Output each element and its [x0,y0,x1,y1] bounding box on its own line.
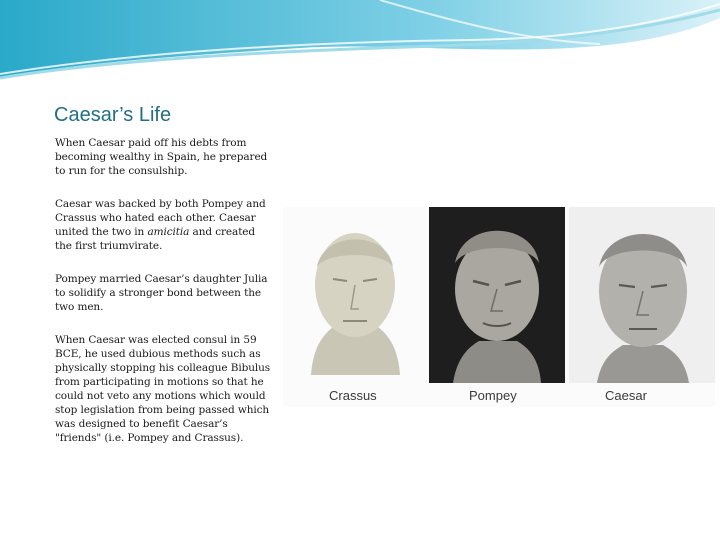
slide-body [55,136,273,464]
bust-caption-caesar: Caesar [605,388,647,403]
bust-crassus-image [283,207,428,407]
paragraph-text: Pompey married Caesar’s daughter Julia to solidify a stronger bond between the two men. [55,273,268,313]
paragraph-text: Caesar was backed by both Pompey and Crassus who hated each other. Caesar united the two in [55,198,266,238]
paragraph-triumvirate [55,197,273,253]
bust-crassus [283,207,428,407]
busts-figure [283,207,715,407]
bust-caesar [569,207,715,407]
paragraph-julia [55,272,273,314]
bust-caesar-image [569,207,715,407]
bust-pompey-image [429,207,565,407]
paragraph-debts [55,136,273,178]
bust-pompey [429,207,565,407]
paragraph-text: and created the first triumvirate. [55,226,256,252]
bust-caption-crassus: Crassus [329,388,377,403]
decorative-header-wave [0,0,720,110]
paragraph-text: When Caesar was elected consul in 59 BCE, he used dubious methods such as physically stopping his colleague Bibulus from participating in motions so that he could not veto any motions which would stop legislation from being passed which was designed to benefit Caesar’s "friends" (i.e. Pompey and Crassus). [55,334,271,444]
bust-caption-pompey: Pompey [469,388,517,403]
paragraph-consul [55,333,273,445]
paragraph-italic-term: amicitia [147,226,190,238]
slide-title: Caesar’s Life [54,104,172,126]
paragraph-text: When Caesar paid off his debts from becoming wealthy in Spain, he prepared to run for the consulship. [55,137,268,177]
